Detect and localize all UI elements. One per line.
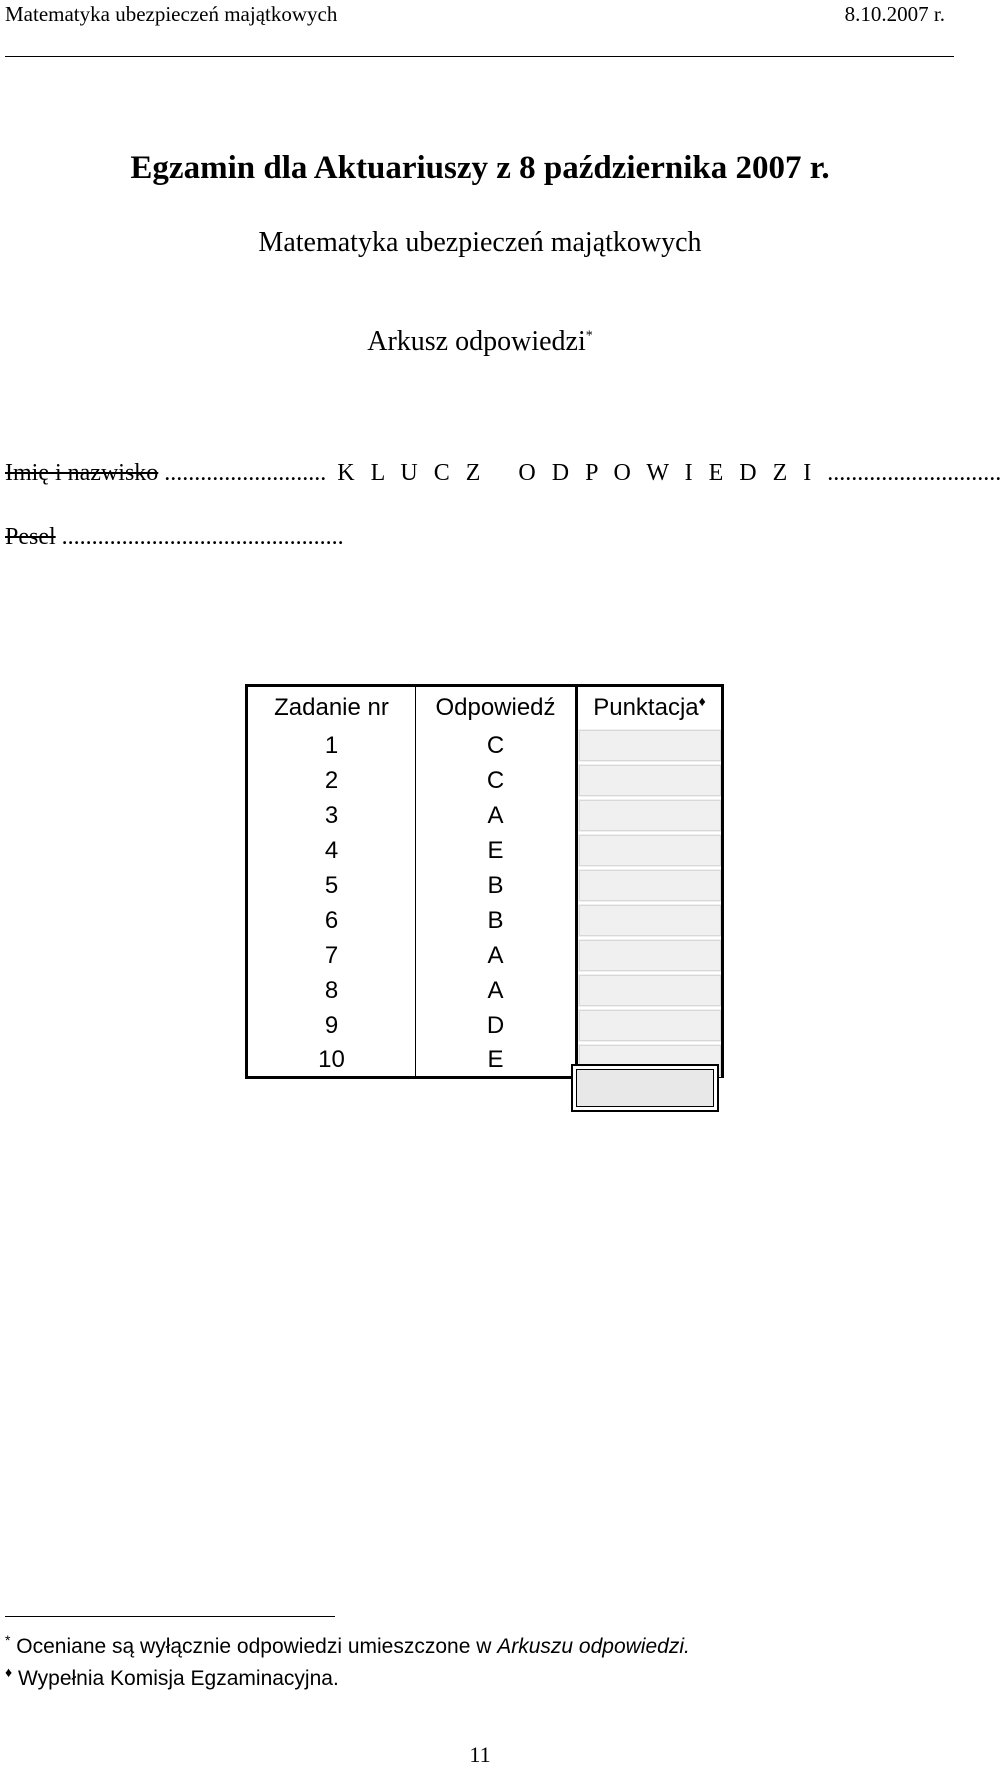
score-cell: [577, 938, 723, 973]
task-answer: A: [416, 798, 577, 833]
table-row: [247, 1008, 723, 1043]
name-field-label: Imię i nazwisko: [5, 460, 159, 486]
running-header-date: 8.10.2007 r.: [844, 2, 945, 26]
name-field: [5, 460, 1001, 487]
task-answer: B: [416, 903, 577, 938]
task-answer: C: [416, 728, 577, 763]
answer-sheet-title-text: Arkusz odpowiedzi: [367, 326, 586, 357]
name-field-dots-before: ...........................: [158, 460, 327, 486]
name-field-value: K L U C Z O D P O W I E D Z I: [326, 460, 828, 486]
footnote-1-italic: Arkuszu odpowiedzi.: [497, 1635, 690, 1658]
task-answer: C: [416, 763, 577, 798]
header-task-number: Zadanie nr: [247, 686, 416, 729]
score-cell: [577, 728, 723, 763]
task-number: 1: [247, 728, 416, 763]
task-answer: A: [416, 938, 577, 973]
table-row: [247, 833, 723, 868]
task-number: 8: [247, 973, 416, 1008]
table-row: [247, 798, 723, 833]
task-number: 10: [247, 1043, 416, 1078]
task-answer: E: [416, 833, 577, 868]
exam-title: Egzamin dla Aktuariuszy z 8 października 2007 r.: [130, 150, 830, 186]
task-number: 9: [247, 1008, 416, 1043]
score-total-inner: [576, 1069, 714, 1107]
table-row: [247, 938, 723, 973]
footnote-1-marker: *: [5, 1632, 11, 1648]
name-field-dots-after: .............................: [827, 460, 1001, 486]
table-row: [247, 763, 723, 798]
pesel-field: [5, 524, 344, 551]
table-row: [247, 973, 723, 1008]
answer-table-header: [247, 686, 723, 729]
footnote-1: [5, 1632, 690, 1659]
table-row: [247, 903, 723, 938]
task-number: 5: [247, 868, 416, 903]
task-answer: B: [416, 868, 577, 903]
pesel-field-label: Pesel: [5, 524, 56, 550]
header-rule: [5, 56, 954, 57]
task-number: 7: [247, 938, 416, 973]
task-answer: A: [416, 973, 577, 1008]
footnote-rule: [5, 1616, 335, 1617]
task-answer: D: [416, 1008, 577, 1043]
footnote-2: [5, 1664, 339, 1691]
score-cell: [577, 973, 723, 1008]
answer-table: [245, 684, 724, 1079]
score-total-box: [571, 1064, 719, 1112]
table-row: [247, 728, 723, 763]
footnote-2-marker: ♦: [5, 1664, 13, 1680]
task-number: 6: [247, 903, 416, 938]
score-cell: [577, 903, 723, 938]
task-number: 3: [247, 798, 416, 833]
table-row: [247, 868, 723, 903]
answer-sheet-title: [0, 326, 960, 358]
footnote-marker-diamond: ♦: [698, 692, 706, 709]
header-score: [577, 686, 723, 729]
score-cell: [577, 833, 723, 868]
footnote-marker-star: *: [585, 328, 593, 344]
task-answer: E: [416, 1043, 577, 1078]
header-answer: Odpowiedź: [416, 686, 577, 729]
score-cell: [577, 798, 723, 833]
score-cell: [577, 868, 723, 903]
task-number: 2: [247, 763, 416, 798]
header-score-text: Punktacja: [593, 693, 699, 721]
footnote-2-text: Wypełnia Komisja Egzaminacyjna.: [18, 1667, 339, 1690]
task-number: 4: [247, 833, 416, 868]
pesel-field-dots: ...............................................: [55, 524, 344, 550]
page-number: 11: [469, 1742, 491, 1767]
running-header-title: Matematyka ubezpieczeń majątkowych: [5, 2, 338, 26]
score-cell: [577, 763, 723, 798]
exam-subject: Matematyka ubezpieczeń majątkowych: [258, 227, 702, 258]
footnote-1-text: Oceniane są wyłącznie odpowiedzi umieszczone w: [16, 1635, 498, 1658]
score-cell: [577, 1008, 723, 1043]
